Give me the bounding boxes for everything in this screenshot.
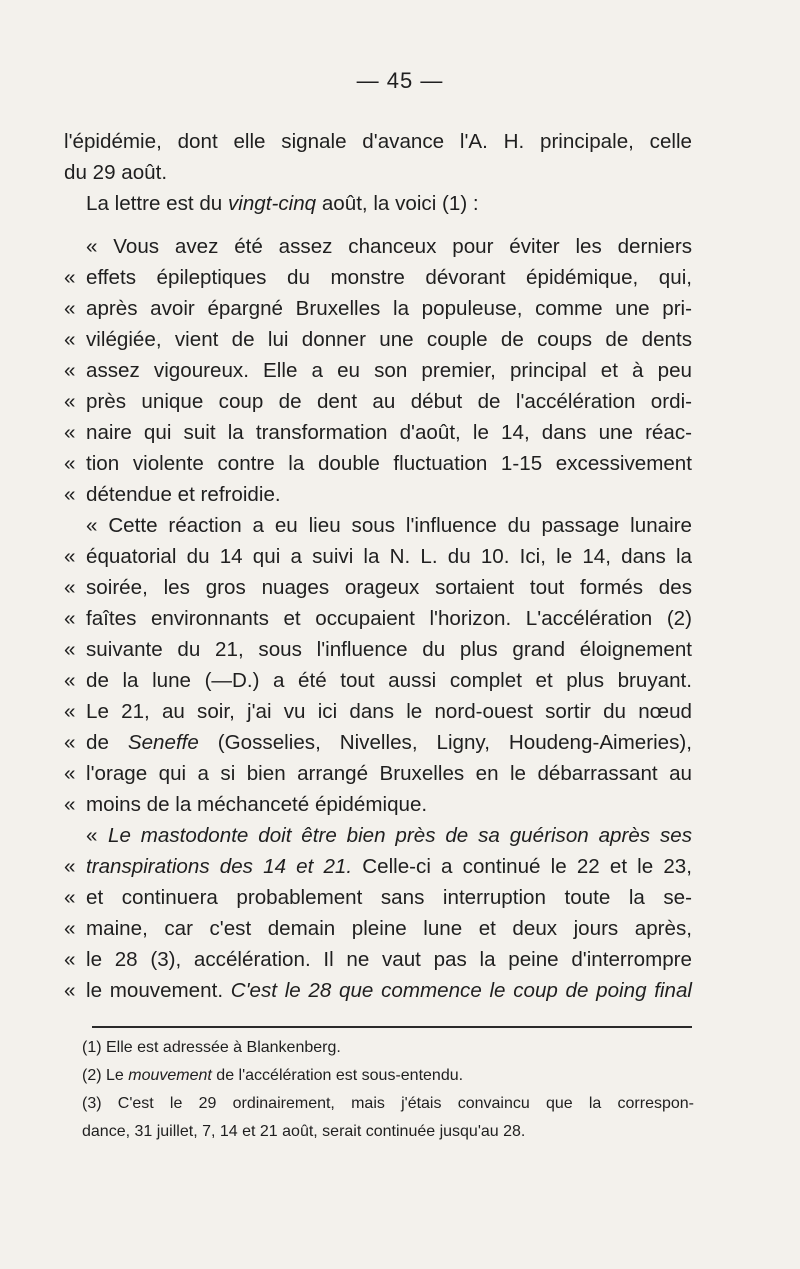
quote-line: « vilégiée, vient de lui donner une couple de coups de dents xyxy=(64,324,692,355)
quote-mark: « xyxy=(64,917,76,940)
quote-line: « le mouvement. C'est le 28 que commence le coup de poing final xyxy=(64,975,692,1006)
quote-mark: « xyxy=(64,855,76,878)
quote-mark: « xyxy=(64,421,76,444)
quote-mark: « xyxy=(64,700,76,723)
quote-line: « suivante du 21, sous l'influence du plus grand éloignement xyxy=(64,634,692,665)
quote-line: « Le 21, au soir, j'ai vu ici dans le nord-ouest sortir du nœud xyxy=(64,696,692,727)
quote-line: « de la lune (—D.) a été tout aussi complet et plus bruyant. xyxy=(64,665,692,696)
quote-mark: « xyxy=(64,576,76,599)
body-text xyxy=(64,126,692,1006)
footnote-divider xyxy=(92,1026,692,1028)
quote-mark: « xyxy=(64,669,76,692)
quote-line: « tion violente contre la double fluctuation 1-15 excessivement xyxy=(64,448,692,479)
quote-mark: « xyxy=(64,390,76,413)
quote-line: « après avoir épargné Bruxelles la populeuse, comme une pri- xyxy=(64,293,692,324)
text-line: du 29 août. xyxy=(64,161,168,184)
quote-mark: « xyxy=(64,638,76,661)
quote-mark: « xyxy=(64,762,76,785)
quote-line: « assez vigoureux. Elle a eu son premier, principal et à peu xyxy=(64,355,692,386)
quote-line: « de Seneffe (Gosselies, Nivelles, Ligny, Houdeng-Aimeries), xyxy=(64,727,692,758)
quote-mark: « xyxy=(64,266,76,289)
text-line: La lettre est du vingt-cinq août, la voici (1) : xyxy=(86,192,479,215)
quote-line: « moins de la méchanceté épidémique. xyxy=(64,789,692,820)
quote-mark: « xyxy=(64,452,76,475)
quote-line: « Cette réaction a eu lieu sous l'influence du passage lunaire xyxy=(86,514,692,537)
quote-mark: « xyxy=(64,607,76,630)
quote-mark: « xyxy=(86,824,98,847)
text-line: l'épidémie, dont elle signale d'avance l'A. H. principale, celle xyxy=(64,130,692,153)
quote-mark: « xyxy=(64,297,76,320)
quote-line: « maine, car c'est demain pleine lune et deux jours après, xyxy=(64,913,692,944)
quote-line: « effets épileptiques du monstre dévorant épidémique, qui, xyxy=(64,262,692,293)
footnotes xyxy=(82,1034,694,1146)
footnote-3: (3) C'est le 29 ordinairement, mais j'étais convaincu que la correspon- xyxy=(82,1095,694,1112)
footnote-1: (1) Elle est adressée à Blankenberg. xyxy=(82,1039,341,1056)
quote-line: « naire qui suit la transformation d'août, le 14, dans une réac- xyxy=(64,417,692,448)
quote-mark: « xyxy=(64,886,76,909)
footnote-2: (2) Le mouvement de l'accélération est sous-entendu. xyxy=(82,1067,464,1084)
quote-line: « équatorial du 14 qui a suivi la N. L. du 10. Ici, le 14, dans la xyxy=(64,541,692,572)
quote-line: « et continuera probablement sans interruption toute la se- xyxy=(64,882,692,913)
quote-mark: « xyxy=(64,731,76,754)
page-number: — 45 — xyxy=(356,68,444,93)
quote-line: « Vous avez été assez chanceux pour éviter les derniers xyxy=(86,235,692,258)
quote-line: « transpirations des 14 et 21. Celle-ci a continué le 22 et le 23, xyxy=(64,851,692,882)
quote-mark: « xyxy=(64,328,76,351)
quote-line: « l'orage qui a si bien arrangé Bruxelles en le débarrassant au xyxy=(64,758,692,789)
quote-line: « Le mastodonte doit être bien près de sa guérison après ses xyxy=(64,820,692,851)
quote-mark: « xyxy=(64,483,76,506)
quote-line: « faîtes environnants et occupaient l'horizon. L'accélération (2) xyxy=(64,603,692,634)
quote-line: « près unique coup de dent au début de l'accélération ordi- xyxy=(64,386,692,417)
quote-mark: « xyxy=(64,359,76,382)
quote-mark: « xyxy=(64,948,76,971)
quote-line: « soirée, les gros nuages orageux sortaient tout formés des xyxy=(64,572,692,603)
quote-line: « le 28 (3), accélération. Il ne vaut pas la peine d'interrompre xyxy=(64,944,692,975)
quote-mark: « xyxy=(64,979,76,1002)
quote-line: « détendue et refroidie. xyxy=(64,479,692,510)
footnote-3-continued: dance, 31 juillet, 7, 14 et 21 août, serait continuée jusqu'au 28. xyxy=(82,1123,526,1140)
quote-mark: « xyxy=(64,545,76,568)
quote-mark: « xyxy=(64,793,76,816)
